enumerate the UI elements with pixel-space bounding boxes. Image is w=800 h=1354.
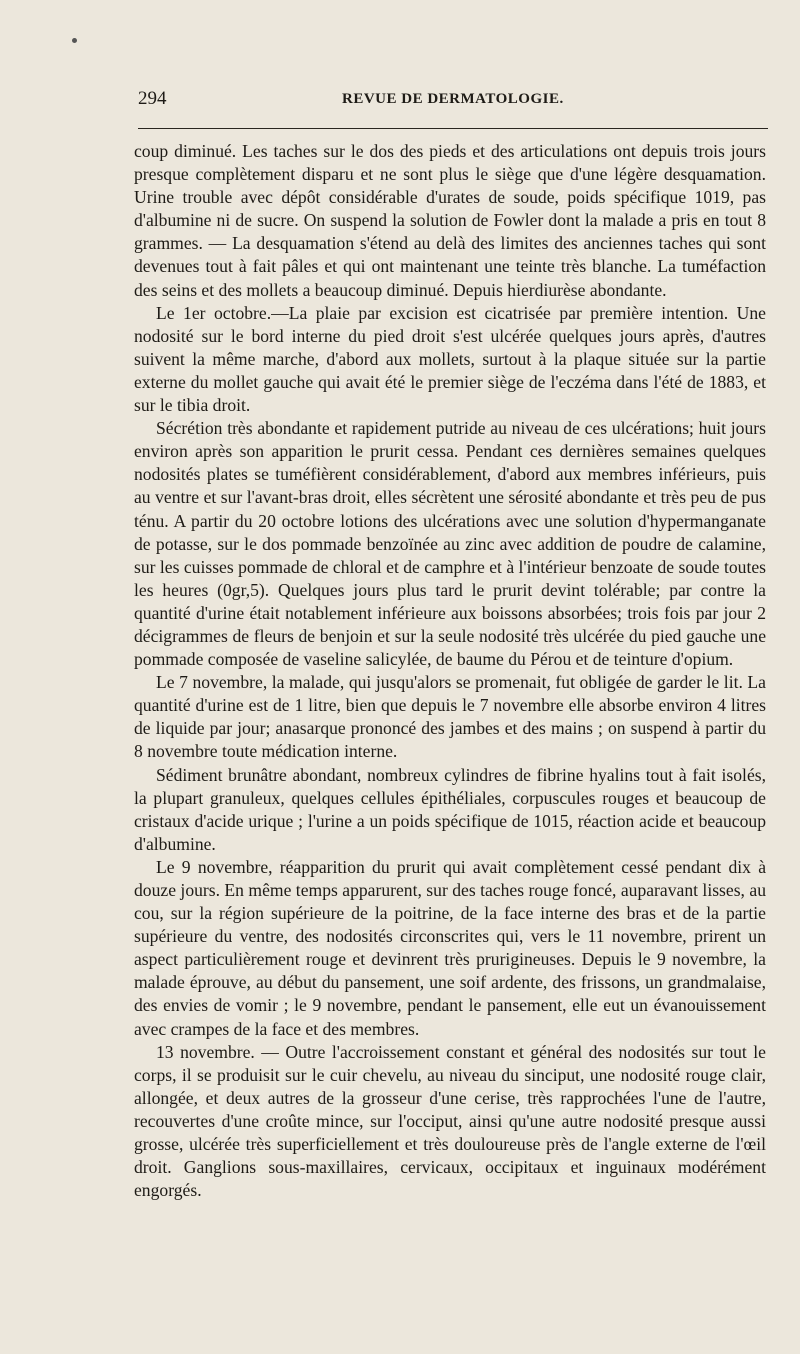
paragraph-secretion: Sécrétion très abondante et rapidement putride au niveau de ces ulcérations; huit jours environ après son apparition le prurit cessa. Pendant ces dernières semaines quelques nodosités plates se tuméfièrent considérablement, d'abord aux membres inférieurs, puis au ventre et sur l'avant-bras droit, elles sécrètent une sérosité abondante et très peu de pus ténu. A partir du 20 octobre lotions des ulcérations avec une solution d'hypermanganate de potasse, sur le dos pommade benzoïnée au zinc avec addition de poudre de calamine, sur les cuisses pommade de chloral et de camphre et à l'intérieur benzoate de soude toutes les heures (0gr,5). Quelques jours plus tard le prurit devint tolérable; par contre la quantité d'urine était notablement inférieure aux boissons absorbées; trois fois par jour 2 décigrammes de fleurs de benjoin et sur la seule nodosité très ulcérée du pied gauche une pommade composée de vaseline salicylée, de baume du Pérou et de teinture d'opium. bbox=[134, 418, 766, 670]
paragraph-1er-octobre: Le 1er octobre.—La plaie par excision est cicatrisée par première intention. Une nodosité sur le bord interne du pied droit s'est ulcérée quelques jours après, d'autres suivent la même marche, d'abord aux mollets, surtout à la plaque située sur la partie externe du mollet gauche qui avait été le premier siège de l'eczéma dans l'été de 1883, et sur le tibia droit. bbox=[134, 302, 766, 416]
page-number: 294 bbox=[138, 88, 167, 109]
paragraph-continuation: coup diminué. Les taches sur le dos des pieds et des articulations ont depuis trois jours presque complètement disparu et ne sont plus le siège que d'une légère desquamation. Urine trouble avec dépôt considérable d'urates de soude, poids spécifique 1019, pas d'albumine ni de sucre. On suspend la solution de Fowler dont la malade a pris en tout 8 grammes. — La desquamation s'étend au delà des limites des anciennes taches qui sont devenues tout à fait pâles et qui ont maintenant une teinte très blanche. La tuméfaction des seins et des mollets a beaucoup diminué. Depuis hierdiurèse abondante. bbox=[134, 141, 766, 300]
body-text bbox=[134, 140, 766, 1202]
paragraph-7-novembre: Le 7 novembre, la malade, qui jusqu'alors se promenait, fut obligée de garder le lit. La quantité d'urine est de 1 litre, bien que depuis le 7 novembre elle absorbe environ 4 litres de liquide par jour; anasarque prononcé des jambes et des mains ; on suspend à partir du 8 novembre toute médication interne. bbox=[134, 672, 766, 762]
ink-speck bbox=[72, 38, 77, 43]
paragraph-sediment: Sédiment brunâtre abondant, nombreux cylindres de fibrine hyalins tout à fait isolés, la plupart granuleux, quelques cellules épithéliales, corpuscules rouges et beaucoup de cristaux d'acide urique ; l'urine a un poids spécifique de 1015, réaction acide et beaucoup d'albumine. bbox=[134, 764, 766, 854]
paragraph-9-novembre: Le 9 novembre, réapparition du prurit qui avait complètement cessé pendant dix à douze jours. En même temps apparurent, sur des taches rouge foncé, auparavant lisses, au cou, sur la région supérieure de la poitrine, de la face interne des bras et de la partie supérieure du ventre, des nodosités circonscrites qui, vers le 11 novembre, prirent un aspect particulièrement rouge et devinrent très prurigineuses. Depuis le 9 novembre, la malade éprouve, au début du pansement, une soif ardente, des frissons, un grandmalaise, des envies de vomir ; le 9 novembre, pendant le pansement, elle eut un évanouissement avec crampes de la face et des membres. bbox=[134, 856, 766, 1039]
header-rule bbox=[138, 128, 768, 129]
running-title: REVUE DE DERMATOLOGIE. bbox=[342, 91, 564, 107]
paragraph-13-novembre: 13 novembre. — Outre l'accroissement constant et général des nodosités sur tout le corps, il se produisit sur le cuir chevelu, au niveau du sinciput, une nodosité rouge clair, allongée, et deux autres de la grosseur d'une cerise, très rapprochées l'une de l'autre, recouvertes d'une croûte mince, sur l'occiput, ainsi qu'une autre nodosité presque aussi grosse, ulcérée très superficiellement et très douloureuse près de l'angle externe de l'œil droit. Ganglions sous-maxillaires, cervicaux, occipitaux et inguinaux modérément engorgés. bbox=[134, 1041, 766, 1201]
page-header bbox=[138, 88, 766, 112]
